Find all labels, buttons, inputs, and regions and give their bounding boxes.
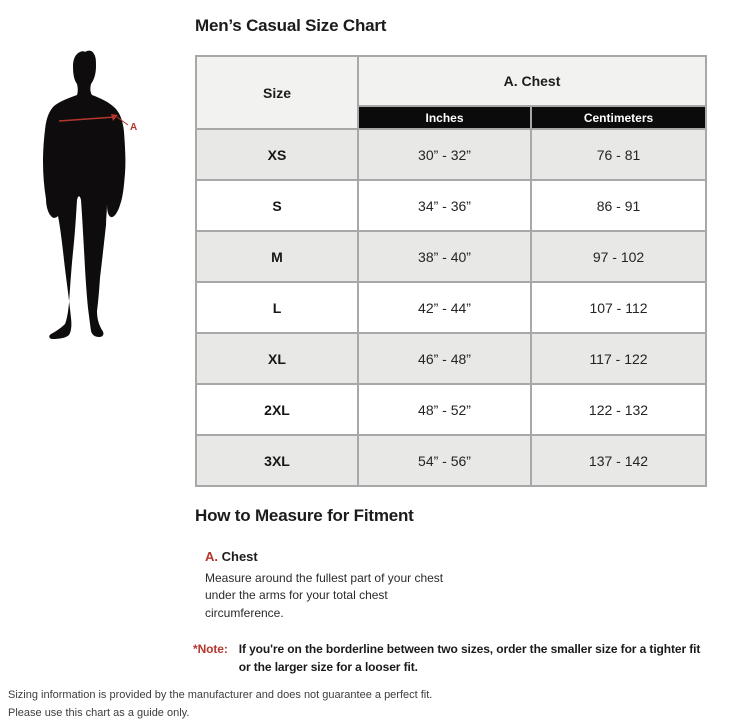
inches-cell: 54” - 56”	[358, 435, 531, 486]
inches-cell: 34” - 36”	[358, 180, 531, 231]
size-cell: S	[196, 180, 358, 231]
inches-cell: 30” - 32”	[358, 129, 531, 180]
inches-cell: 46” - 48”	[358, 333, 531, 384]
size-cell: XS	[196, 129, 358, 180]
inches-cell: 38” - 40”	[358, 231, 531, 282]
size-cell: 3XL	[196, 435, 358, 486]
male-silhouette	[40, 46, 142, 346]
size-chart-table	[195, 55, 707, 487]
note-text: If you're on the borderline between two sizes, order the smaller size for a tighter fit or the larger size for a looser fit.	[238, 642, 701, 674]
centimeters-cell: 86 - 91	[531, 180, 706, 231]
footer-disclaimer	[8, 687, 432, 722]
male-body-shape	[43, 51, 125, 339]
chest-measurement-label: A	[130, 122, 138, 133]
disclaimer-line-1: Sizing information is provided by the manufacturer and does not guarantee a perfect fit.	[8, 689, 433, 701]
table-row-l	[196, 282, 706, 333]
inches-cell: 42” - 44”	[358, 282, 531, 333]
inches-unit-header: Inches	[358, 106, 531, 129]
male-silhouette-figure	[40, 46, 142, 346]
page-title: Men’s Casual Size Chart	[195, 16, 387, 35]
note-label: *Note:	[193, 642, 228, 656]
table-row-xl	[196, 333, 706, 384]
size-cell: XL	[196, 333, 358, 384]
table-row-2xl	[196, 384, 706, 435]
table-row-s	[196, 180, 706, 231]
centimeters-cell: 117 - 122	[531, 333, 706, 384]
sizing-note	[193, 640, 705, 676]
disclaimer-line-2: Please use this chart as a guide only.	[8, 706, 190, 719]
centimeters-cell: 107 - 112	[531, 282, 706, 333]
chest-column-header: A. Chest	[358, 56, 706, 106]
measurement-item-heading	[205, 549, 258, 564]
table-row-m	[196, 231, 706, 282]
inches-cell: 48” - 52”	[358, 384, 531, 435]
centimeters-unit-header: Centimeters	[531, 106, 706, 129]
measurement-description: Measure around the fullest part of your chest under the arms for your total chest circumference.	[205, 571, 444, 620]
centimeters-cell: 97 - 102	[531, 231, 706, 282]
table-row-xs	[196, 129, 706, 180]
size-cell: M	[196, 231, 358, 282]
size-cell: L	[196, 282, 358, 333]
centimeters-cell: 122 - 132	[531, 384, 706, 435]
measurement-item-name: Chest	[221, 549, 258, 564]
centimeters-cell: 76 - 81	[531, 129, 706, 180]
measurement-item-letter: A.	[205, 549, 218, 564]
size-column-header: Size	[196, 56, 358, 129]
measure-section-heading: How to Measure for Fitment	[195, 506, 414, 525]
table-row-3xl	[196, 435, 706, 486]
centimeters-cell: 137 - 142	[531, 435, 706, 486]
size-cell: 2XL	[196, 384, 358, 435]
